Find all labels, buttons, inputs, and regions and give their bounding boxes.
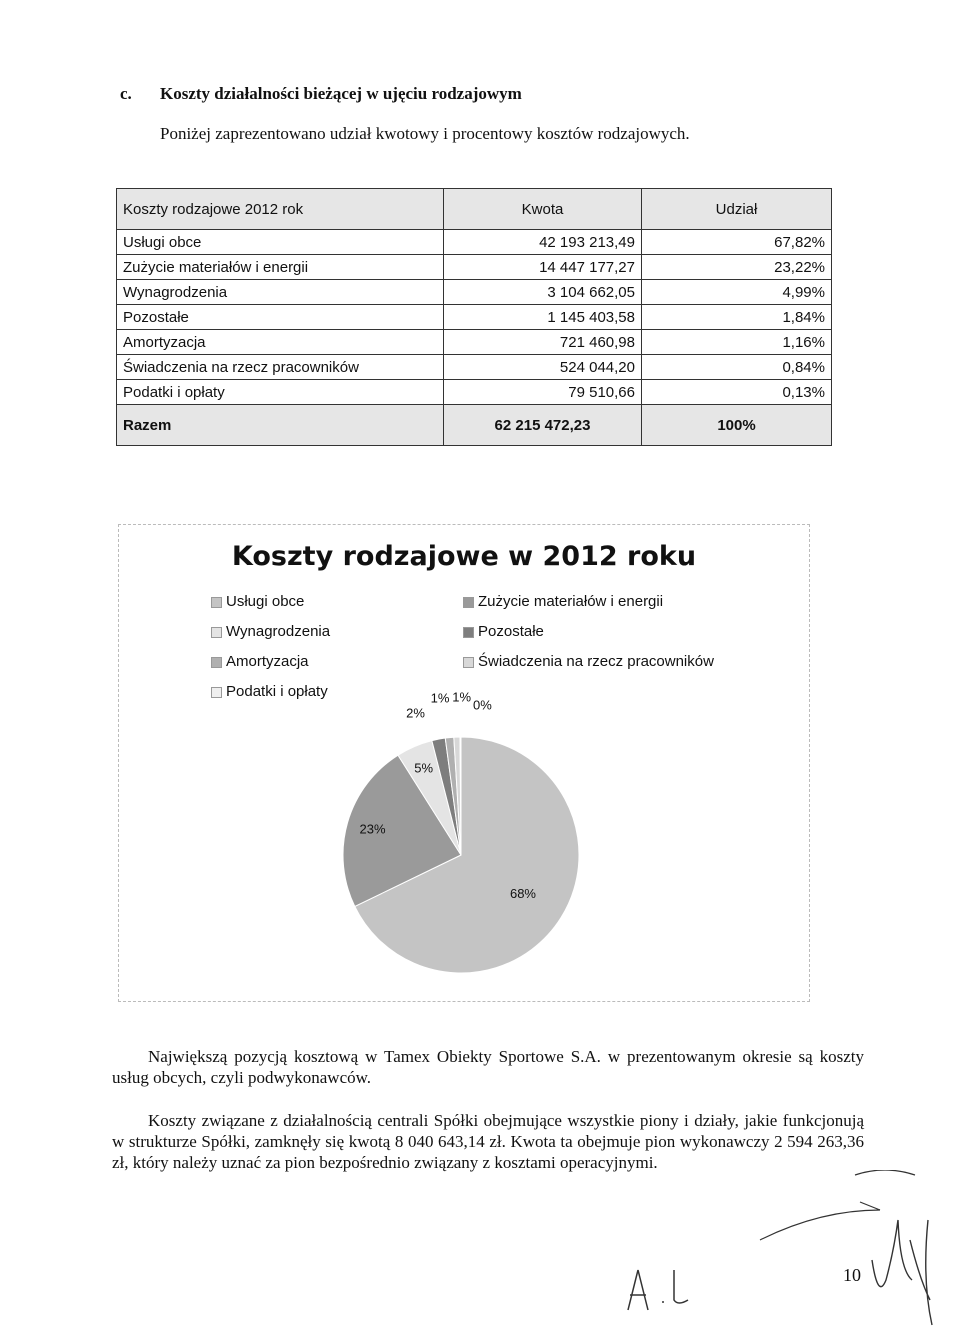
- table-row: [117, 280, 832, 305]
- row-amount: 79 510,66: [444, 380, 642, 405]
- section-title: Koszty działalności bieżącej w ujęciu rodzajowym: [160, 84, 522, 103]
- header-category: Koszty rodzajowe 2012 rok: [117, 189, 444, 230]
- row-name: Świadczenia na rzecz pracowników: [117, 355, 444, 380]
- row-name: Podatki i opłaty: [117, 380, 444, 405]
- legend-label: Świadczenia na rzecz pracowników: [478, 653, 714, 670]
- pie-plot-area: [119, 525, 809, 1001]
- chart-title: Koszty rodzajowe w 2012 roku: [231, 541, 697, 572]
- row-amount: 721 460,98: [444, 330, 642, 355]
- row-share: 1,16%: [642, 330, 832, 355]
- pie-data-label: 0%: [472, 697, 492, 713]
- row-amount: 1 145 403,58: [444, 305, 642, 330]
- handwritten-signature: [610, 1170, 950, 1330]
- legend-label: Wynagrodzenia: [226, 623, 331, 640]
- row-name: Amortyzacja: [117, 330, 444, 355]
- section-heading: [120, 84, 522, 104]
- row-amount: 42 193 213,49: [444, 230, 642, 255]
- table-row: [117, 330, 832, 355]
- table-row: [117, 305, 832, 330]
- row-share: 0,84%: [642, 355, 832, 380]
- header-share: Udział: [642, 189, 832, 230]
- legend-label: Amortyzacja: [226, 653, 309, 670]
- row-name: Usługi obce: [117, 230, 444, 255]
- row-share: 0,13%: [642, 380, 832, 405]
- total-name: Razem: [117, 405, 444, 446]
- pie-chart: [118, 524, 810, 1002]
- paragraph-2: Koszty związane z działalnością centrali Spółki obejmujące wszystkie piony i działy, jakie funkcjonują w strukturze Spółki, zamknęły się kwotą 8 040 643,14 zł. Kwota ta obejmuje pion wykonawczy 2 594 263,36 zł, który należy uznać za pion bezpośrednio związany z kosztami operacyjnymi.: [112, 1111, 864, 1172]
- row-amount: 524 044,20: [444, 355, 642, 380]
- table-row: [117, 230, 832, 255]
- row-share: 4,99%: [642, 280, 832, 305]
- legend-label: Zużycie materiałów i energii: [478, 593, 664, 610]
- table-header-row: [117, 189, 832, 230]
- pie-data-label: 5%: [414, 760, 434, 776]
- row-share: 1,84%: [642, 305, 832, 330]
- row-amount: 14 447 177,27: [444, 255, 642, 280]
- row-share: 67,82%: [642, 230, 832, 255]
- legend-label: Usługi obce: [226, 593, 305, 610]
- row-name: Wynagrodzenia: [117, 280, 444, 305]
- legend-label: Podatki i opłaty: [226, 683, 328, 700]
- legend-label: Pozostałe: [478, 623, 544, 640]
- pie-data-label: 23%: [359, 821, 386, 837]
- pie-data-label: 1%: [430, 690, 450, 706]
- row-share: 23,22%: [642, 255, 832, 280]
- table-total-row: [117, 405, 832, 446]
- pie-data-label: 1%: [452, 689, 472, 705]
- row-amount: 3 104 662,05: [444, 280, 642, 305]
- total-amount: 62 215 472,23: [444, 405, 642, 446]
- intro-text: Poniżej zaprezentowano udział kwotowy i procentowy kosztów rodzajowych.: [160, 124, 690, 143]
- cost-table: [116, 188, 832, 446]
- table-row: [117, 380, 832, 405]
- table-row: [117, 255, 832, 280]
- paragraph-1: Największą pozycją kosztową w Tamex Obiekty Sportowe S.A. w prezentowanym okresie są koszty usług obcych, czyli podwykonawców.: [112, 1047, 864, 1087]
- total-share: 100%: [642, 405, 832, 446]
- pie-data-label: 2%: [406, 705, 425, 721]
- section-letter: c.: [120, 84, 132, 103]
- row-name: Pozostałe: [117, 305, 444, 330]
- header-amount: Kwota: [444, 189, 642, 230]
- pie-data-label: 68%: [509, 885, 537, 901]
- page-number: 10: [843, 1265, 861, 1285]
- row-name: Zużycie materiałów i energii: [117, 255, 444, 280]
- table-row: [117, 355, 832, 380]
